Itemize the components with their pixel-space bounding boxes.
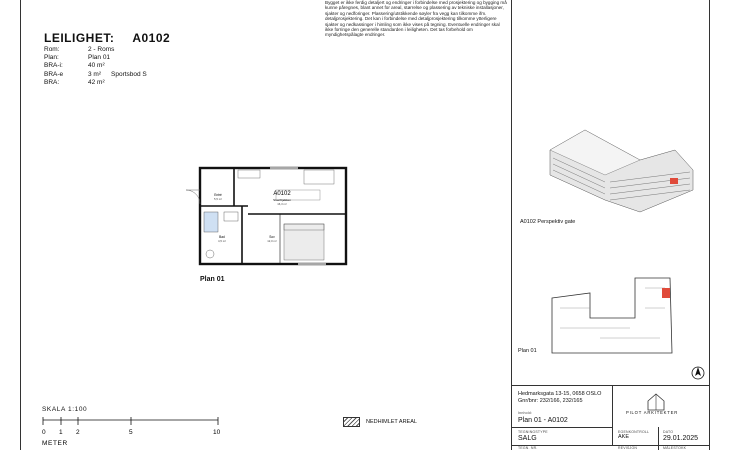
hatch-swatch	[343, 417, 360, 427]
property-row	[44, 54, 147, 62]
gnr: Gnr/bnr: 232/166, 232/165	[518, 398, 583, 404]
own-control-caption: EGENKONTROLL	[618, 430, 650, 434]
property-row	[44, 46, 147, 54]
bottom-caption: REVISJON	[618, 446, 638, 450]
titleblock-divider	[658, 427, 659, 450]
scale-tick: 5	[129, 429, 133, 436]
property-key: BRA-i:	[44, 62, 63, 70]
date: 29.01.2025	[663, 435, 699, 442]
property-value: 40 m²	[88, 62, 105, 70]
scale-tick: 10	[213, 429, 221, 436]
drawing-type: SALG	[518, 435, 537, 442]
scale-tick: 0	[42, 429, 46, 436]
own-control: AKE	[618, 434, 630, 440]
date-caption: DATO	[663, 430, 674, 434]
perspective-label: A0102 Perspektiv gate	[520, 219, 576, 225]
room-label-entre: Entré	[214, 193, 222, 197]
firm-name: PILOT ARKITEKTER	[626, 410, 679, 415]
room-area-sov: 12,0 m²	[267, 239, 277, 243]
perspective-image	[545, 120, 695, 215]
pilot-logo-icon	[645, 392, 667, 412]
sheet-name: Plan 01 - A0102	[518, 417, 568, 424]
scale-tick: 2	[76, 429, 80, 436]
drawing-type-caption: TEGNINGSTYPE	[518, 430, 548, 434]
property-value: Plan 01	[88, 54, 111, 62]
scale-bar	[42, 417, 222, 447]
property-row	[44, 71, 147, 79]
property-value: 2 - Roms	[88, 46, 115, 53]
property-key: Plan:	[44, 54, 59, 62]
room-label-sov: Sov	[269, 235, 275, 239]
property-key: Rom:	[44, 46, 60, 53]
room-area-entre: 5,5 m²	[214, 197, 222, 201]
property-row	[44, 62, 147, 70]
hatch-legend-label: NEDHIMLET AREAL	[366, 419, 417, 425]
titleblock-rule	[511, 385, 710, 386]
key-plan-label: Plan 01	[518, 348, 537, 354]
room-label-stue: Stue/Kjøkken	[273, 198, 291, 202]
property-extra: Sportsbod S	[111, 70, 147, 78]
title-label: LEILIGHET:	[44, 31, 115, 45]
scale-unit: METER	[42, 440, 68, 447]
property-list	[44, 46, 147, 87]
scale-label: SKALA 1:100	[42, 406, 88, 413]
property-key: BRA:	[44, 78, 60, 86]
plan-label: Plan 01	[200, 276, 225, 283]
scale-tick: 1	[59, 429, 63, 436]
property-value: 42 m²	[88, 78, 105, 86]
sheet-divider	[511, 0, 512, 450]
room-area-bad: 4,5 m²	[218, 239, 226, 243]
disclaimer-text: Bygget er ikke ferdig detaljert og endringer i forbindelse med prosjektering og bygging må kunne påregnes, blant annet for areal, størrelse og plassering av tekniske installasjoner, sjakter og nedforinger. Plassering/utstikkende søyler fra vegg kan tilkomme ifm. detaljprosjektering. Det kan i forbindelse med detaljprosjektering tilkomme ytterligere sjakter og nedkassinger i himling som ikke vises på tegning. Eventuelle endringer skal ikke forringe den generelle standarden i leiligheten. Det tas forbehold om myndighetspålagte endringer.	[325, 0, 507, 38]
titleblock-rule	[511, 427, 612, 428]
room-area-stue: 16,3 m²	[277, 202, 287, 206]
hatch-legend	[343, 417, 417, 427]
north-arrow-icon	[691, 366, 705, 380]
titleblock-divider	[612, 385, 613, 445]
unit-label: A0102	[273, 191, 291, 197]
property-value: 3 m²	[88, 70, 101, 78]
room-label-bad: Bad	[219, 235, 225, 239]
page-title	[44, 31, 170, 45]
bottom-caption: MÅLESTOKK	[663, 446, 687, 450]
bottom-caption: TEGN. NR.	[518, 446, 538, 450]
sheet-caption: Innhold:	[518, 411, 533, 415]
unit-code: A0102	[132, 31, 171, 45]
key-plan	[550, 268, 680, 358]
property-row	[44, 79, 147, 87]
floor-plan	[180, 162, 350, 270]
property-key: BRA-e	[44, 70, 64, 78]
address: Hedmarksgata 13-15, 0658 OSLO	[518, 391, 602, 397]
